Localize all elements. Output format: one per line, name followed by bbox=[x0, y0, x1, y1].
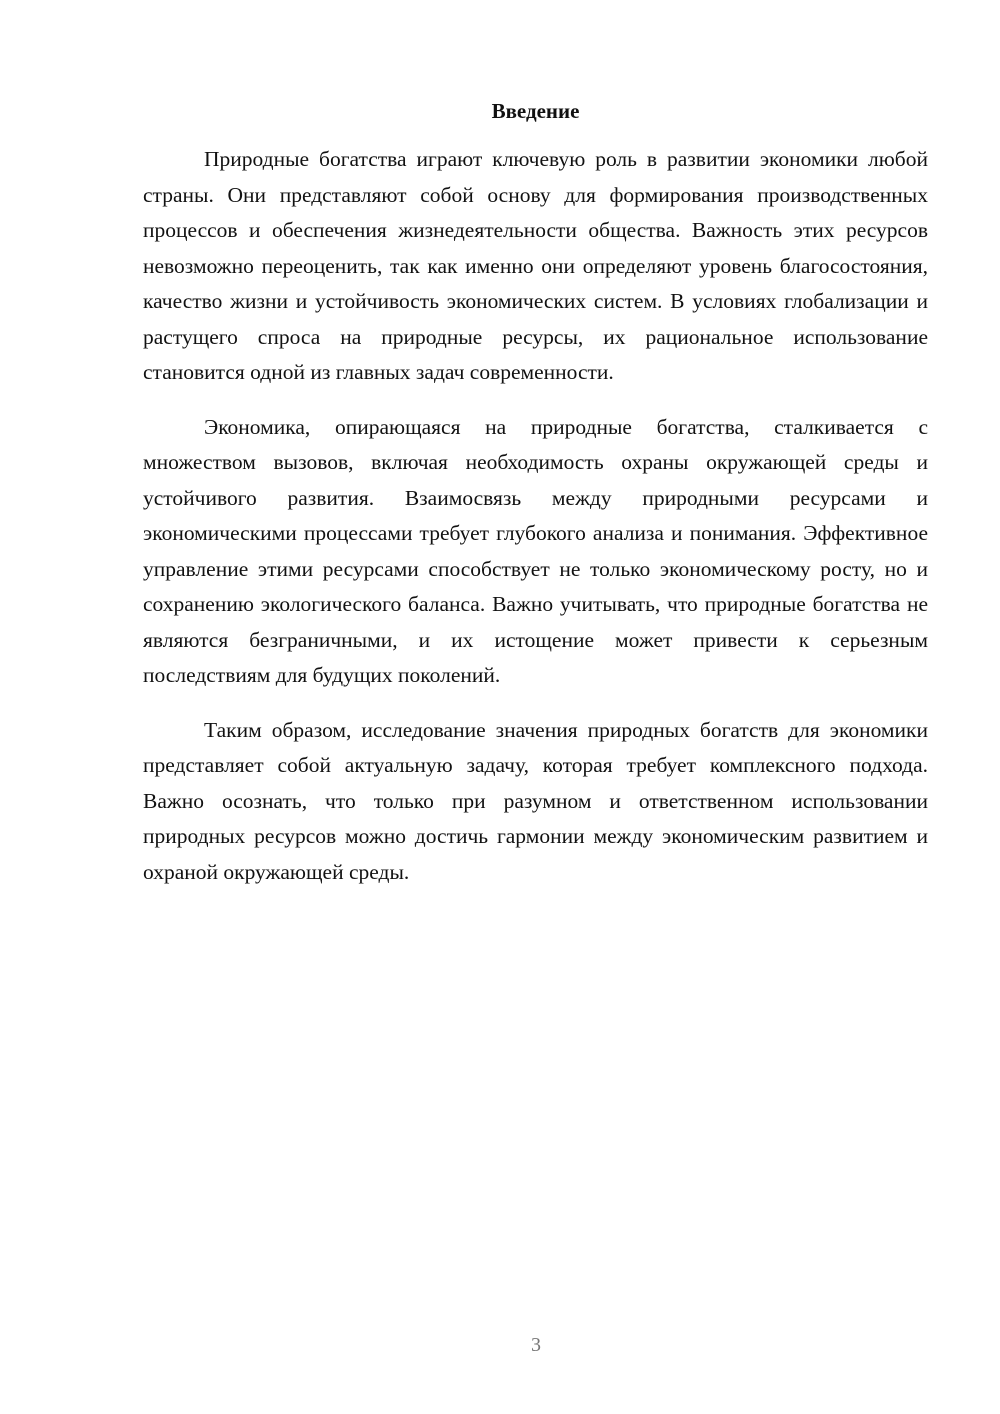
paragraph-1: Природные богатства играют ключевую роль в развитии экономики любой страны. Они представляют собой основу для формирования производственных процессов и обеспечения жизнедеятельности общества. Важность этих ресурсов невозможно переоценить, так как именно они определяют уровень благосостояния, качество жизни и устойчивость экономических систем. В условиях глобализации и растущего спроса на природные ресурсы, их рациональное использование становится одной из главных задач современности. bbox=[143, 147, 928, 384]
page-content bbox=[143, 96, 928, 909]
section-heading: Введение bbox=[491, 99, 580, 123]
paragraph-3: Таким образом, исследование значения природных богатств для экономики представляет собой актуальную задачу, которая требует комплексного подхода. Важно осознать, что только при разумном и ответственном использовании природных ресурсов можно достичь гармонии между экономическим развитием и охраной окружающей среды. bbox=[143, 717, 928, 884]
page-number: 3 bbox=[531, 1334, 541, 1356]
paragraph-2: Экономика, опирающаяся на природные богатства, сталкивается с множеством вызовов, включая необходимость охраны окружающей среды и устойчивого развития. Взаимосвязь между природными ресурсами и экономическими процессами требует глубокого анализа и понимания. Эффективное управление этими ресурсами способствует не только экономическому росту, но и сохранению экологического баланса. Важно учитывать, что природные богатства не являются безграничными, и их истощение может привести к серьезным последствиям для будущих поколений. bbox=[143, 414, 928, 687]
